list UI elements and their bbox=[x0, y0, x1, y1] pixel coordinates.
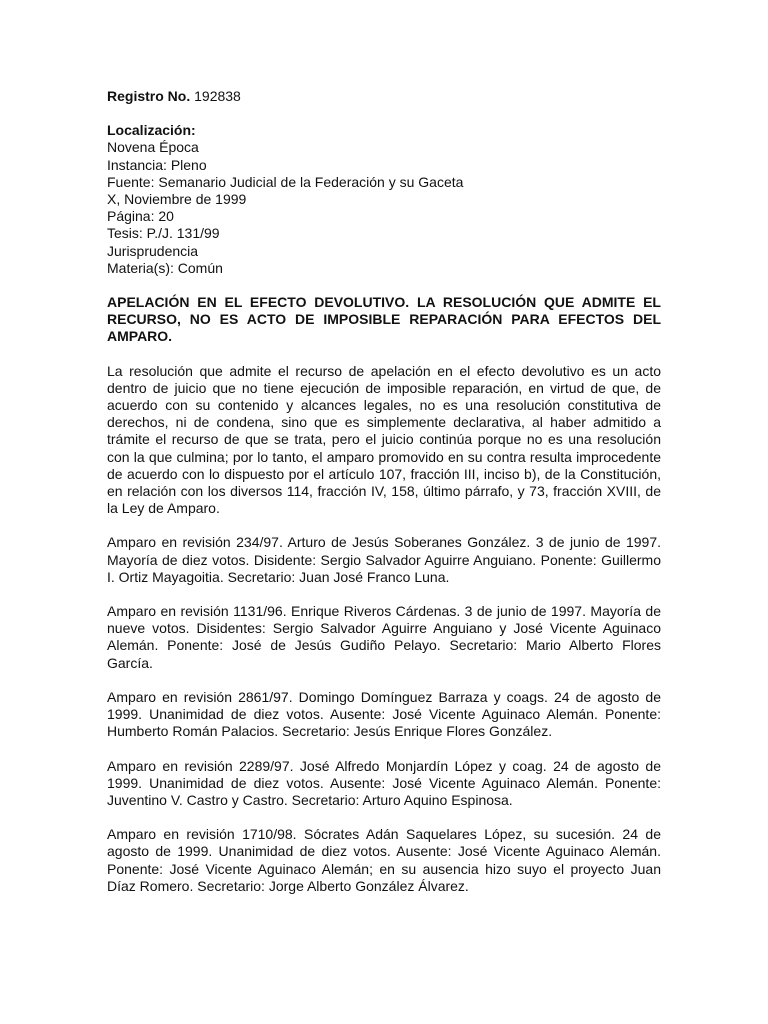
registro-label: Registro No. bbox=[107, 88, 191, 104]
precedente-paragraph: Amparo en revisión 234/97. Arturo de Jesús Soberanes González. 3 de junio de 1997. Mayoría de diez votos. Disidente: Sergio Salvador Aguirre Anguiano. Ponente: Guillermo I. Ortiz Mayagoitia. Secretario: Juan José Franco Luna. bbox=[107, 534, 661, 585]
localizacion-block bbox=[107, 122, 661, 277]
localizacion-tesis: Tesis: P./J. 131/99 bbox=[107, 225, 220, 242]
precedente-paragraph: Amparo en revisión 1131/96. Enrique Riveros Cárdenas. 3 de junio de 1997. Mayoría de nueve votos. Disidentes: Sergio Salvador Aguirre Anguiano y José Vicente Aguinaco Alemán. Ponente: José de Jesús Gudiño Pelayo. Secretario: Mario Alberto Flores García. bbox=[107, 603, 661, 671]
localizacion-instancia: Instancia: Pleno bbox=[107, 156, 207, 173]
localizacion-fuente: Fuente: Semanario Judicial de la Federación y su Gaceta bbox=[107, 173, 464, 190]
localizacion-materia: Materia(s): Común bbox=[107, 259, 223, 276]
precedente-paragraph: Amparo en revisión 2861/97. Domingo Domínguez Barraza y coags. 24 de agosto de 1999. Unanimidad de diez votos. Ausente: José Vicente Aguinaco Alemán. Ponente: Humberto Román Palacios. Secretario: Jesús Enrique Flores González. bbox=[107, 688, 661, 740]
precedente-paragraph: Amparo en revisión 2289/97. José Alfredo Monjardín López y coag. 24 de agosto de 1999. Unanimidad de diez votos. Ausente: José Vicente Aguinaco Alemán. Ponente: Juventino V. Castro y Castro. Secretario: Arturo Aquino Espinosa. bbox=[107, 757, 661, 808]
localizacion-pagina: Página: 20 bbox=[107, 208, 174, 225]
localizacion-label: Localización: bbox=[107, 122, 196, 139]
localizacion-epoca: Novena Época bbox=[107, 139, 199, 156]
registro-line bbox=[107, 88, 661, 105]
document-page bbox=[107, 88, 661, 912]
registro-value: 192838 bbox=[194, 88, 241, 104]
localizacion-tipo: Jurisprudencia bbox=[107, 242, 199, 259]
tesis-title: APELACIÓN EN EL EFECTO DEVOLUTIVO. LA RESOLUCIÓN QUE ADMITE EL RECURSO, NO ES ACTO DE IMPOSIBLE REPARACIÓN PARA EFECTOS DEL AMPARO. bbox=[107, 294, 661, 345]
tesis-body: La resolución que admite el recurso de apelación en el efecto devolutivo es un acto dentro de juicio que no tiene ejecución de imposible reparación, en virtud de que, de acuerdo con su contenido y alcances legales, no es una resolución constitutiva de derechos, ni de condena, sino que es simplemente declarativa, al haber admitido a trámite el recurso de que se trata, pero el juicio continúa porque no es una resolución con la que culmina; por lo tanto, el amparo promovido en su contra resulta improcedente de acuerdo con lo dispuesto por el artículo 107, fracción III, inciso b), de la Constitución, en relación con los diversos 114, fracción IV, 158, último párrafo, y 73, fracción XVIII, de la Ley de Amparo. bbox=[107, 362, 661, 517]
localizacion-fecha: X, Noviembre de 1999 bbox=[107, 191, 247, 208]
precedente-paragraph: Amparo en revisión 1710/98. Sócrates Adán Saquelares López, su sucesión. 24 de agosto de 1999. Unanimidad de diez votos. Ausente: José Vicente Aguinaco Alemán. Ponente: José Vicente Aguinaco Alemán; en su ausencia hizo suyo el proyecto Juan Díaz Romero. Secretario: Jorge Alberto González Álvarez. bbox=[107, 826, 661, 894]
